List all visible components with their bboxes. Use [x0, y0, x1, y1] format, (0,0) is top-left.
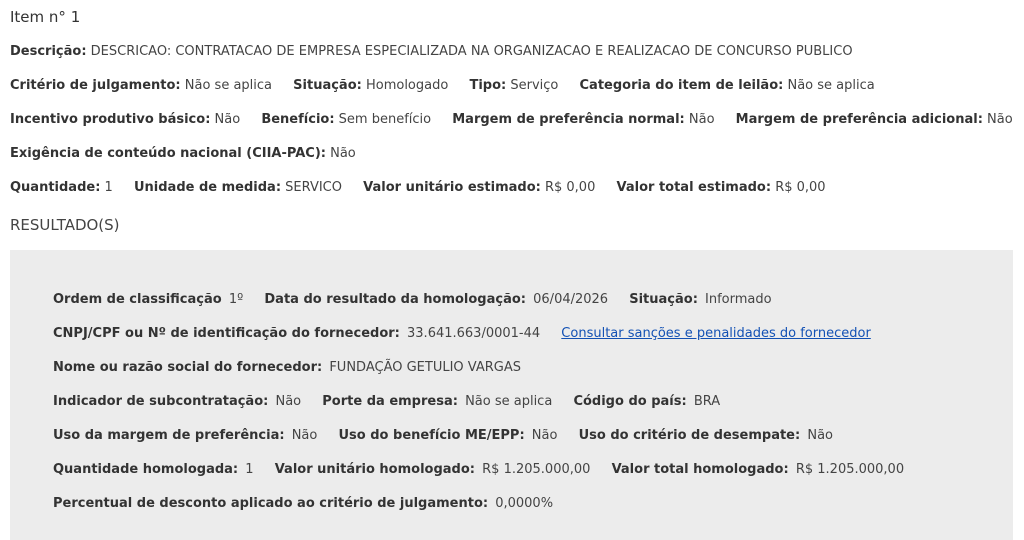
incentivo-field	[10, 111, 240, 129]
ordem-field	[53, 291, 243, 309]
qtd-homologada-label: Quantidade homologada:	[53, 462, 239, 477]
situacao-value: Homologado	[365, 78, 449, 93]
data-homologacao-label: Data do resultado da homologação:	[264, 292, 526, 307]
subcontratacao-value: Não	[275, 394, 302, 409]
incentivo-value: Não	[214, 112, 241, 127]
result-cnpj-row	[53, 325, 871, 343]
margem-adicional-value: Não	[987, 112, 1013, 127]
item-description-row	[10, 43, 853, 61]
margem-normal-field	[452, 111, 714, 129]
uso-desempate-value: Não	[807, 428, 833, 443]
porte-value: Não se aplica	[465, 394, 553, 409]
descricao-label: Descrição:	[10, 44, 87, 59]
codigo-pais-label: Código do país:	[573, 394, 687, 409]
tipo-field	[469, 77, 558, 95]
beneficio-label: Benefício:	[261, 112, 335, 127]
uso-margem-label: Uso da margem de preferência:	[53, 428, 285, 443]
result-situacao-label: Situação:	[629, 292, 698, 307]
result-situacao-value: Informado	[705, 292, 772, 307]
valor-unit-homologado-value: R$ 1.205.000,00	[482, 462, 591, 477]
ordem-value: 1º	[228, 292, 244, 307]
subcontratacao-field	[53, 393, 301, 411]
data-homologacao-field	[264, 291, 608, 309]
margem-normal-value: Não	[688, 112, 715, 127]
nome-value: FUNDAÇÃO GETULIO VARGAS	[329, 360, 521, 375]
uso-beneficio-label: Uso do benefício ME/EPP:	[338, 428, 525, 443]
criterio-field	[10, 77, 272, 95]
nome-label: Nome ou razão social do fornecedor:	[53, 360, 323, 375]
percentual-label: Percentual de desconto aplicado ao critério de julgamento:	[53, 496, 489, 511]
valor-total-label: Valor total estimado:	[616, 180, 772, 195]
tipo-value: Serviço	[510, 78, 559, 93]
ordem-label: Ordem de classificação	[53, 292, 222, 307]
valor-unitario-field	[363, 179, 595, 197]
unidade-value: SERVICO	[285, 180, 342, 195]
quantidade-field	[10, 179, 113, 197]
result-quantidade-row	[53, 461, 921, 479]
uso-beneficio-field	[339, 427, 558, 445]
quantidade-label: Quantidade:	[10, 180, 101, 195]
beneficio-value: Sem benefício	[338, 112, 432, 127]
margem-adicional-label: Margem de preferência adicional:	[735, 112, 983, 127]
valor-total-homologado-value: R$ 1.205.000,00	[795, 462, 905, 477]
margem-normal-label: Margem de preferência normal:	[452, 112, 685, 127]
result-uso-row	[53, 427, 850, 445]
porte-label: Porte da empresa:	[322, 394, 458, 409]
valor-total-homologado-field	[612, 461, 905, 479]
item-incentive-row	[10, 111, 1024, 129]
incentivo-label: Incentivo produtivo básico:	[10, 112, 211, 127]
item-title: Item n° 1	[10, 8, 81, 26]
qtd-homologada-field	[53, 461, 254, 479]
nome-field	[53, 359, 521, 377]
percentual-field	[53, 495, 553, 513]
codigo-pais-value: BRA	[693, 394, 721, 409]
result-nome-row	[53, 359, 538, 377]
uso-beneficio-value: Não	[531, 428, 558, 443]
item-quantity-row	[10, 179, 843, 197]
result-panel	[10, 250, 1013, 540]
item-criteria-row	[10, 77, 892, 95]
valor-unitario-value: R$ 0,00	[544, 180, 596, 195]
valor-total-field	[617, 179, 826, 197]
results-heading: RESULTADO(S)	[10, 216, 120, 234]
result-situacao-field	[629, 291, 771, 309]
cnpj-field	[53, 325, 540, 343]
exigencia-value: Não	[330, 146, 356, 161]
uso-desempate-label: Uso do critério de desempate:	[578, 428, 801, 443]
subcontratacao-label: Indicador de subcontratação:	[53, 394, 269, 409]
quantidade-value: 1	[104, 180, 113, 195]
consultar-sancoes-link[interactable]: Consultar sanções e penalidades do fornecedor	[561, 326, 871, 341]
categoria-field	[580, 77, 875, 95]
result-percentual-row	[53, 495, 570, 513]
valor-unitario-label: Valor unitário estimado:	[363, 180, 541, 195]
valor-unit-homologado-label: Valor unitário homologado:	[274, 462, 475, 477]
unidade-field	[134, 179, 342, 197]
porte-field	[322, 393, 552, 411]
uso-margem-value: Não	[291, 428, 318, 443]
beneficio-field	[261, 111, 431, 129]
result-subcontratacao-row	[53, 393, 737, 411]
criterio-value: Não se aplica	[184, 78, 273, 93]
valor-total-homologado-label: Valor total homologado:	[611, 462, 789, 477]
descricao-value: DESCRICAO: CONTRATACAO DE EMPRESA ESPECIALIZADA NA ORGANIZACAO E REALIZACAO DE CONCURSO PUBLICO	[90, 44, 853, 59]
uso-desempate-field	[579, 427, 833, 445]
situacao-field	[293, 77, 448, 95]
tipo-label: Tipo:	[469, 78, 507, 93]
qtd-homologada-value: 1	[245, 462, 254, 477]
cnpj-label: CNPJ/CPF ou Nº de identificação do fornecedor:	[53, 326, 400, 341]
valor-unit-homologado-field	[275, 461, 591, 479]
result-order-row	[53, 291, 789, 309]
criterio-label: Critério de julgamento:	[10, 78, 181, 93]
valor-total-value: R$ 0,00	[775, 180, 826, 195]
uso-margem-field	[53, 427, 317, 445]
unidade-label: Unidade de medida:	[133, 180, 282, 195]
categoria-label: Categoria do item de leilão:	[579, 78, 784, 93]
exigencia-label: Exigência de conteúdo nacional (CIIA-PAC):	[10, 146, 326, 161]
cnpj-value: 33.641.663/0001-44	[407, 326, 541, 341]
item-exigencia-row	[10, 145, 356, 163]
categoria-value: Não se aplica	[787, 78, 875, 93]
situacao-label: Situação:	[293, 78, 362, 93]
margem-adicional-field	[736, 111, 1013, 129]
data-homologacao-value: 06/04/2026	[533, 292, 609, 307]
codigo-pais-field	[573, 393, 720, 411]
percentual-value: 0,0000%	[495, 496, 554, 511]
